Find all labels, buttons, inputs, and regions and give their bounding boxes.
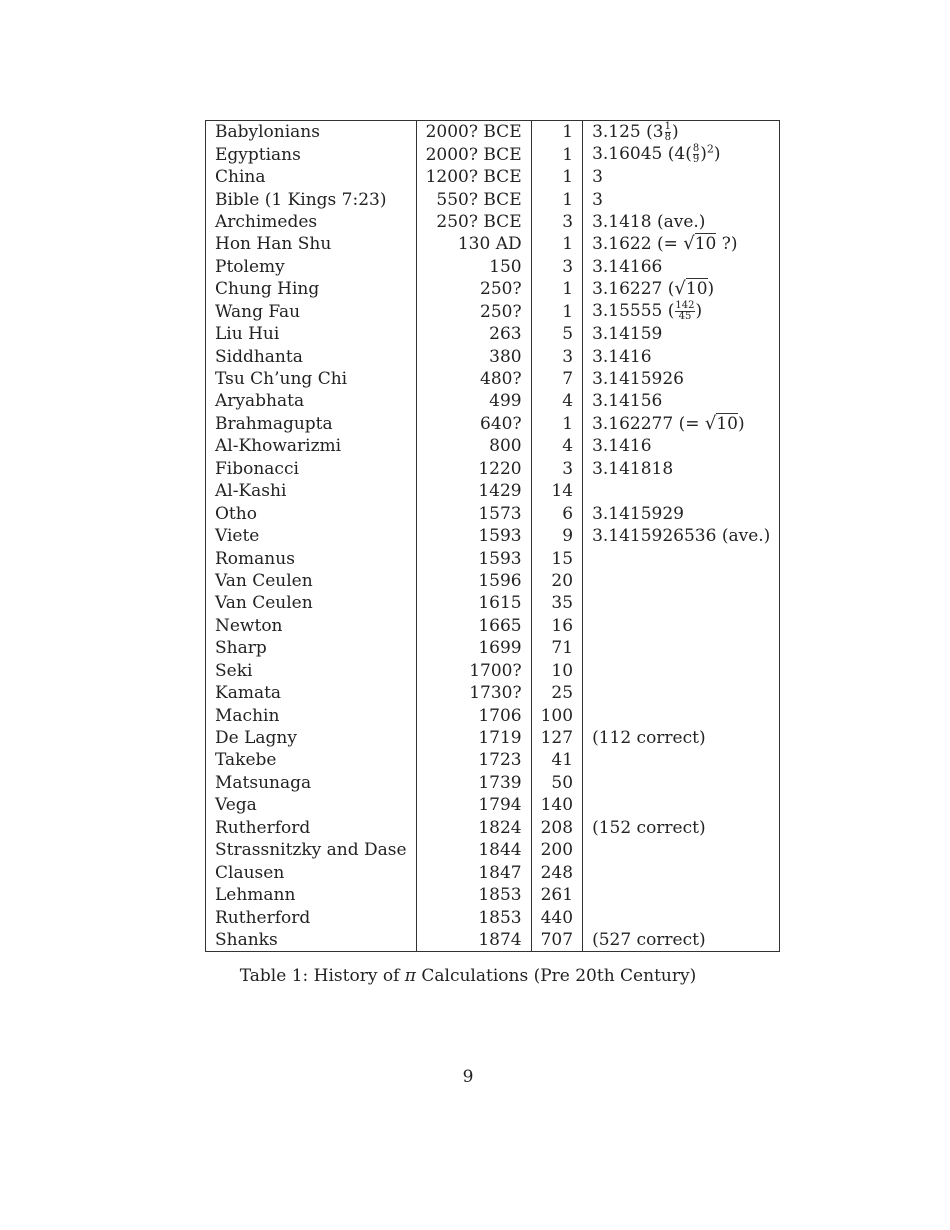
calculation-date: 1573 [416, 502, 531, 524]
digits-count: 1 [531, 188, 582, 210]
table-row [206, 861, 780, 883]
digits-count: 4 [531, 435, 582, 457]
calculation-date: 1853 [416, 884, 531, 906]
pi-value [583, 525, 780, 547]
calculation-date: 380 [416, 345, 531, 367]
digits-count: 5 [531, 323, 582, 345]
pi-value [583, 794, 780, 816]
mathematician-name: Egyptians [206, 143, 417, 165]
expr-open: (= [678, 413, 705, 434]
digits-count: 707 [531, 929, 582, 952]
square-root [674, 279, 707, 299]
radical-sign-icon: √ [683, 233, 695, 255]
digits-count: 20 [531, 570, 582, 592]
caption-prefix: Table 1: History of [239, 966, 405, 986]
digits-count: 10 [531, 660, 582, 682]
pi-value-text: 3.1418 (ave.) [592, 211, 706, 232]
digits-count: 16 [531, 615, 582, 637]
table-row [206, 884, 780, 906]
pi-table-body [206, 121, 780, 952]
mathematician-name: Matsunaga [206, 772, 417, 794]
digits-count: 3 [531, 256, 582, 278]
mathematician-name: Newton [206, 615, 417, 637]
table-row [206, 458, 780, 480]
pi-value [583, 143, 780, 165]
digits-count: 1 [531, 413, 582, 435]
calculation-date: 550? BCE [416, 188, 531, 210]
calculation-date: 1220 [416, 458, 531, 480]
table-caption [0, 966, 936, 986]
fraction [693, 144, 699, 165]
expr-close: ) [707, 279, 715, 300]
fraction [665, 122, 671, 143]
pi-value [583, 817, 780, 839]
calculation-date: 1429 [416, 480, 531, 502]
pi-value [583, 749, 780, 771]
calculation-date: 1824 [416, 817, 531, 839]
digits-count: 200 [531, 839, 582, 861]
calculation-date: 640? [416, 413, 531, 435]
pi-value [583, 861, 780, 883]
radicand: 10 [685, 279, 708, 300]
pi-value [583, 839, 780, 861]
exponent: 2 [706, 142, 714, 156]
digits-count: 6 [531, 502, 582, 524]
pi-value-text: 3.1416 [592, 436, 652, 457]
caption-suffix: Calculations (Pre 20th Century) [415, 966, 697, 986]
expr-open: (4( [667, 144, 692, 165]
expr-close: ) [713, 144, 721, 165]
mathematician-name: Van Ceulen [206, 570, 417, 592]
pi-value [583, 480, 780, 502]
digits-count: 140 [531, 794, 582, 816]
mathematician-name: Takebe [206, 749, 417, 771]
digits-count: 1 [531, 143, 582, 165]
mathematician-name: Ptolemy [206, 256, 417, 278]
mathematician-name: Viete [206, 525, 417, 547]
whole-part: 3 [652, 121, 664, 142]
table-row [206, 233, 780, 255]
calculation-date: 499 [416, 390, 531, 412]
calculation-date: 1847 [416, 861, 531, 883]
digits-count: 127 [531, 727, 582, 749]
pi-value-text: 3 [592, 167, 603, 188]
pi-value [583, 682, 780, 704]
mathematician-name: Van Ceulen [206, 592, 417, 614]
calculation-date: 1200? BCE [416, 166, 531, 188]
pi-value [583, 592, 780, 614]
pi-value [583, 413, 780, 435]
digits-count: 248 [531, 861, 582, 883]
fraction-numerator: 8 [692, 143, 700, 155]
table-row [206, 704, 780, 726]
calculation-date: 250? [416, 301, 531, 323]
table-row [206, 794, 780, 816]
page-number: 9 [462, 1067, 474, 1087]
table-row [206, 121, 780, 144]
pi-value [583, 884, 780, 906]
pi-value [583, 906, 780, 928]
table-row [206, 390, 780, 412]
digits-count: 50 [531, 772, 582, 794]
calculation-date: 150 [416, 256, 531, 278]
calculation-date: 1730? [416, 682, 531, 704]
digits-count: 3 [531, 458, 582, 480]
paren-open: ( [667, 301, 675, 322]
table-row [206, 323, 780, 345]
table-row [206, 525, 780, 547]
fraction-denominator: 8 [664, 131, 671, 143]
pi-value-text: 3.1415926 [592, 369, 684, 390]
pi-value [583, 772, 780, 794]
digits-count: 41 [531, 749, 582, 771]
table-row [206, 278, 780, 300]
pi-value [583, 256, 780, 278]
pi-value [583, 323, 780, 345]
mathematician-name: Shanks [206, 929, 417, 952]
table-row [206, 817, 780, 839]
table-row [206, 749, 780, 771]
table-row [206, 166, 780, 188]
mathematician-name: Tsu Ch’ung Chi [206, 368, 417, 390]
digits-count: 1 [531, 301, 582, 323]
pi-value-annotation [679, 414, 745, 434]
digits-count: 35 [531, 592, 582, 614]
mathematician-name: Aryabhata [206, 390, 417, 412]
radicand: 10 [716, 413, 738, 434]
calculation-date: 1665 [416, 615, 531, 637]
mathematician-name: Siddhanta [206, 345, 417, 367]
fraction-denominator: 45 [675, 311, 694, 322]
square-root [705, 414, 738, 434]
mathematician-name: De Lagny [206, 727, 417, 749]
fraction-numerator: 1 [664, 120, 671, 132]
expr-close: ) [738, 413, 745, 434]
mathematician-name: Archimedes [206, 211, 417, 233]
digits-count: 25 [531, 682, 582, 704]
calculation-date: 1794 [416, 794, 531, 816]
mathematician-name: Vega [206, 794, 417, 816]
pi-value-text: 3.141818 [592, 458, 674, 479]
calculation-date: 800 [416, 435, 531, 457]
mathematician-name: Bible (1 Kings 7:23) [206, 188, 417, 210]
mathematician-name: Romanus [206, 547, 417, 569]
pi-value [583, 660, 780, 682]
table-row [206, 547, 780, 569]
table-row [206, 435, 780, 457]
table-row [206, 413, 780, 435]
digits-count: 4 [531, 390, 582, 412]
calculation-date: 1593 [416, 525, 531, 547]
digits-count: 71 [531, 637, 582, 659]
digits-count: 261 [531, 884, 582, 906]
paren-close: ) [695, 301, 703, 322]
pi-value-text: 3.162277 [592, 413, 674, 434]
table-row [206, 727, 780, 749]
calculation-date: 250? BCE [416, 211, 531, 233]
calculation-date: 2000? BCE [416, 121, 531, 144]
paren-open: ( [646, 121, 653, 142]
mathematician-name: Liu Hui [206, 323, 417, 345]
pi-history-table [205, 120, 780, 952]
mathematician-name: Fibonacci [206, 458, 417, 480]
table-row [206, 592, 780, 614]
expr-mid: ) [700, 144, 707, 165]
calculation-date: 130 AD [416, 233, 531, 255]
pi-value-annotation [646, 122, 678, 142]
table-row [206, 345, 780, 367]
pi-value-text: 3.16227 [592, 279, 663, 300]
pi-value [583, 547, 780, 569]
expr-open: (= [656, 234, 684, 255]
digits-count: 14 [531, 480, 582, 502]
pi-value-text: 3.1416 [592, 346, 652, 367]
pi-value-text: (112 correct) [592, 728, 706, 749]
mathematician-name: Strassnitzky and Dase [206, 839, 417, 861]
calculation-date: 1723 [416, 749, 531, 771]
digits-count: 3 [531, 211, 582, 233]
mathematician-name: Chung Hing [206, 278, 417, 300]
radical-sign-icon: √ [704, 412, 717, 434]
mathematician-name: Al-Kashi [206, 480, 417, 502]
calculation-date: 1615 [416, 592, 531, 614]
pi-value-text: 3.14156 [592, 391, 663, 412]
calculation-date: 1853 [416, 906, 531, 928]
table-row [206, 188, 780, 210]
pi-value-annotation [657, 234, 738, 254]
table-row [206, 211, 780, 233]
pi-value [583, 121, 780, 144]
pi-value-annotation [668, 144, 721, 164]
mathematician-name: Brahmagupta [206, 413, 417, 435]
pi-value-annotation [668, 279, 714, 299]
table-row [206, 906, 780, 928]
calculation-date: 1593 [416, 547, 531, 569]
pi-value [583, 502, 780, 524]
pi-value [583, 368, 780, 390]
paren-close: ) [671, 121, 679, 142]
digits-count: 440 [531, 906, 582, 928]
calculation-date: 2000? BCE [416, 143, 531, 165]
pi-value [583, 233, 780, 255]
pi-value [583, 615, 780, 637]
table-row [206, 570, 780, 592]
square-root [683, 234, 716, 254]
digits-count: 208 [531, 817, 582, 839]
mathematician-name: Al-Khowarizmi [206, 435, 417, 457]
caption-pi-symbol: π [404, 966, 416, 986]
calculation-date: 1874 [416, 929, 531, 952]
calculation-date: 1596 [416, 570, 531, 592]
calculation-date: 480? [416, 368, 531, 390]
fraction-numerator: 142 [675, 300, 695, 312]
radical-sign-icon: √ [674, 278, 686, 300]
pi-value [583, 637, 780, 659]
digits-count: 9 [531, 525, 582, 547]
table-row [206, 256, 780, 278]
mathematician-name: Rutherford [206, 906, 417, 928]
pi-value [583, 211, 780, 233]
mathematician-name: Seki [206, 660, 417, 682]
mathematician-name: Kamata [206, 682, 417, 704]
pi-value-text: 3.14159 [592, 324, 663, 345]
pi-value-text: 3.16045 [592, 144, 663, 165]
pi-value [583, 704, 780, 726]
calculation-date: 1699 [416, 637, 531, 659]
calculation-date: 1739 [416, 772, 531, 794]
digits-count: 1 [531, 278, 582, 300]
table-row [206, 660, 780, 682]
digits-count: 100 [531, 704, 582, 726]
pi-value-text: 3.15555 [592, 301, 663, 322]
pi-value-text: (527 correct) [592, 929, 706, 950]
pi-value-text: 3 [592, 189, 603, 210]
radicand: 10 [694, 234, 717, 255]
mathematician-name: Babylonians [206, 121, 417, 144]
mathematician-name: Otho [206, 502, 417, 524]
mathematician-name: Hon Han Shu [206, 233, 417, 255]
mathematician-name: Lehmann [206, 884, 417, 906]
digits-count: 3 [531, 345, 582, 367]
fraction [675, 301, 694, 322]
mathematician-name: Sharp [206, 637, 417, 659]
pi-value [583, 435, 780, 457]
pi-value-text: 3.1622 [592, 234, 652, 255]
pi-value [583, 458, 780, 480]
calculation-date: 1719 [416, 727, 531, 749]
calculation-date: 263 [416, 323, 531, 345]
table-row [206, 480, 780, 502]
calculation-date: 1700? [416, 660, 531, 682]
pi-value [583, 188, 780, 210]
pi-value-text: (152 correct) [592, 817, 706, 838]
mathematician-name: Clausen [206, 861, 417, 883]
table-row [206, 615, 780, 637]
pi-value-text: 3.1415926536 (ave.) [592, 526, 771, 547]
table-row [206, 143, 780, 165]
pi-value-text: 3.125 [592, 121, 641, 142]
digits-count: 15 [531, 547, 582, 569]
pi-value [583, 345, 780, 367]
table-row [206, 929, 780, 952]
pi-value [583, 929, 780, 952]
fraction-denominator: 9 [692, 154, 700, 166]
calculation-date: 1844 [416, 839, 531, 861]
pi-value-text: 3.1415929 [592, 503, 684, 524]
digits-count: 7 [531, 368, 582, 390]
pi-value-annotation [668, 301, 702, 321]
pi-value [583, 727, 780, 749]
mathematician-name: China [206, 166, 417, 188]
digits-count: 1 [531, 121, 582, 144]
digits-count: 1 [531, 233, 582, 255]
pi-value [583, 390, 780, 412]
calculation-date: 250? [416, 278, 531, 300]
pi-value [583, 301, 780, 323]
pi-value [583, 570, 780, 592]
table-row [206, 301, 780, 323]
mathematician-name: Rutherford [206, 817, 417, 839]
digits-count: 1 [531, 166, 582, 188]
table-row [206, 772, 780, 794]
table-row [206, 368, 780, 390]
expr-open: ( [667, 279, 675, 300]
expr-close: ?) [716, 234, 738, 255]
table-row [206, 637, 780, 659]
table-row [206, 839, 780, 861]
mathematician-name: Wang Fau [206, 301, 417, 323]
mathematician-name: Machin [206, 704, 417, 726]
pi-value [583, 166, 780, 188]
calculation-date: 1706 [416, 704, 531, 726]
pi-value [583, 278, 780, 300]
table-row [206, 502, 780, 524]
pi-value-text: 3.14166 [592, 256, 663, 277]
table-row [206, 682, 780, 704]
